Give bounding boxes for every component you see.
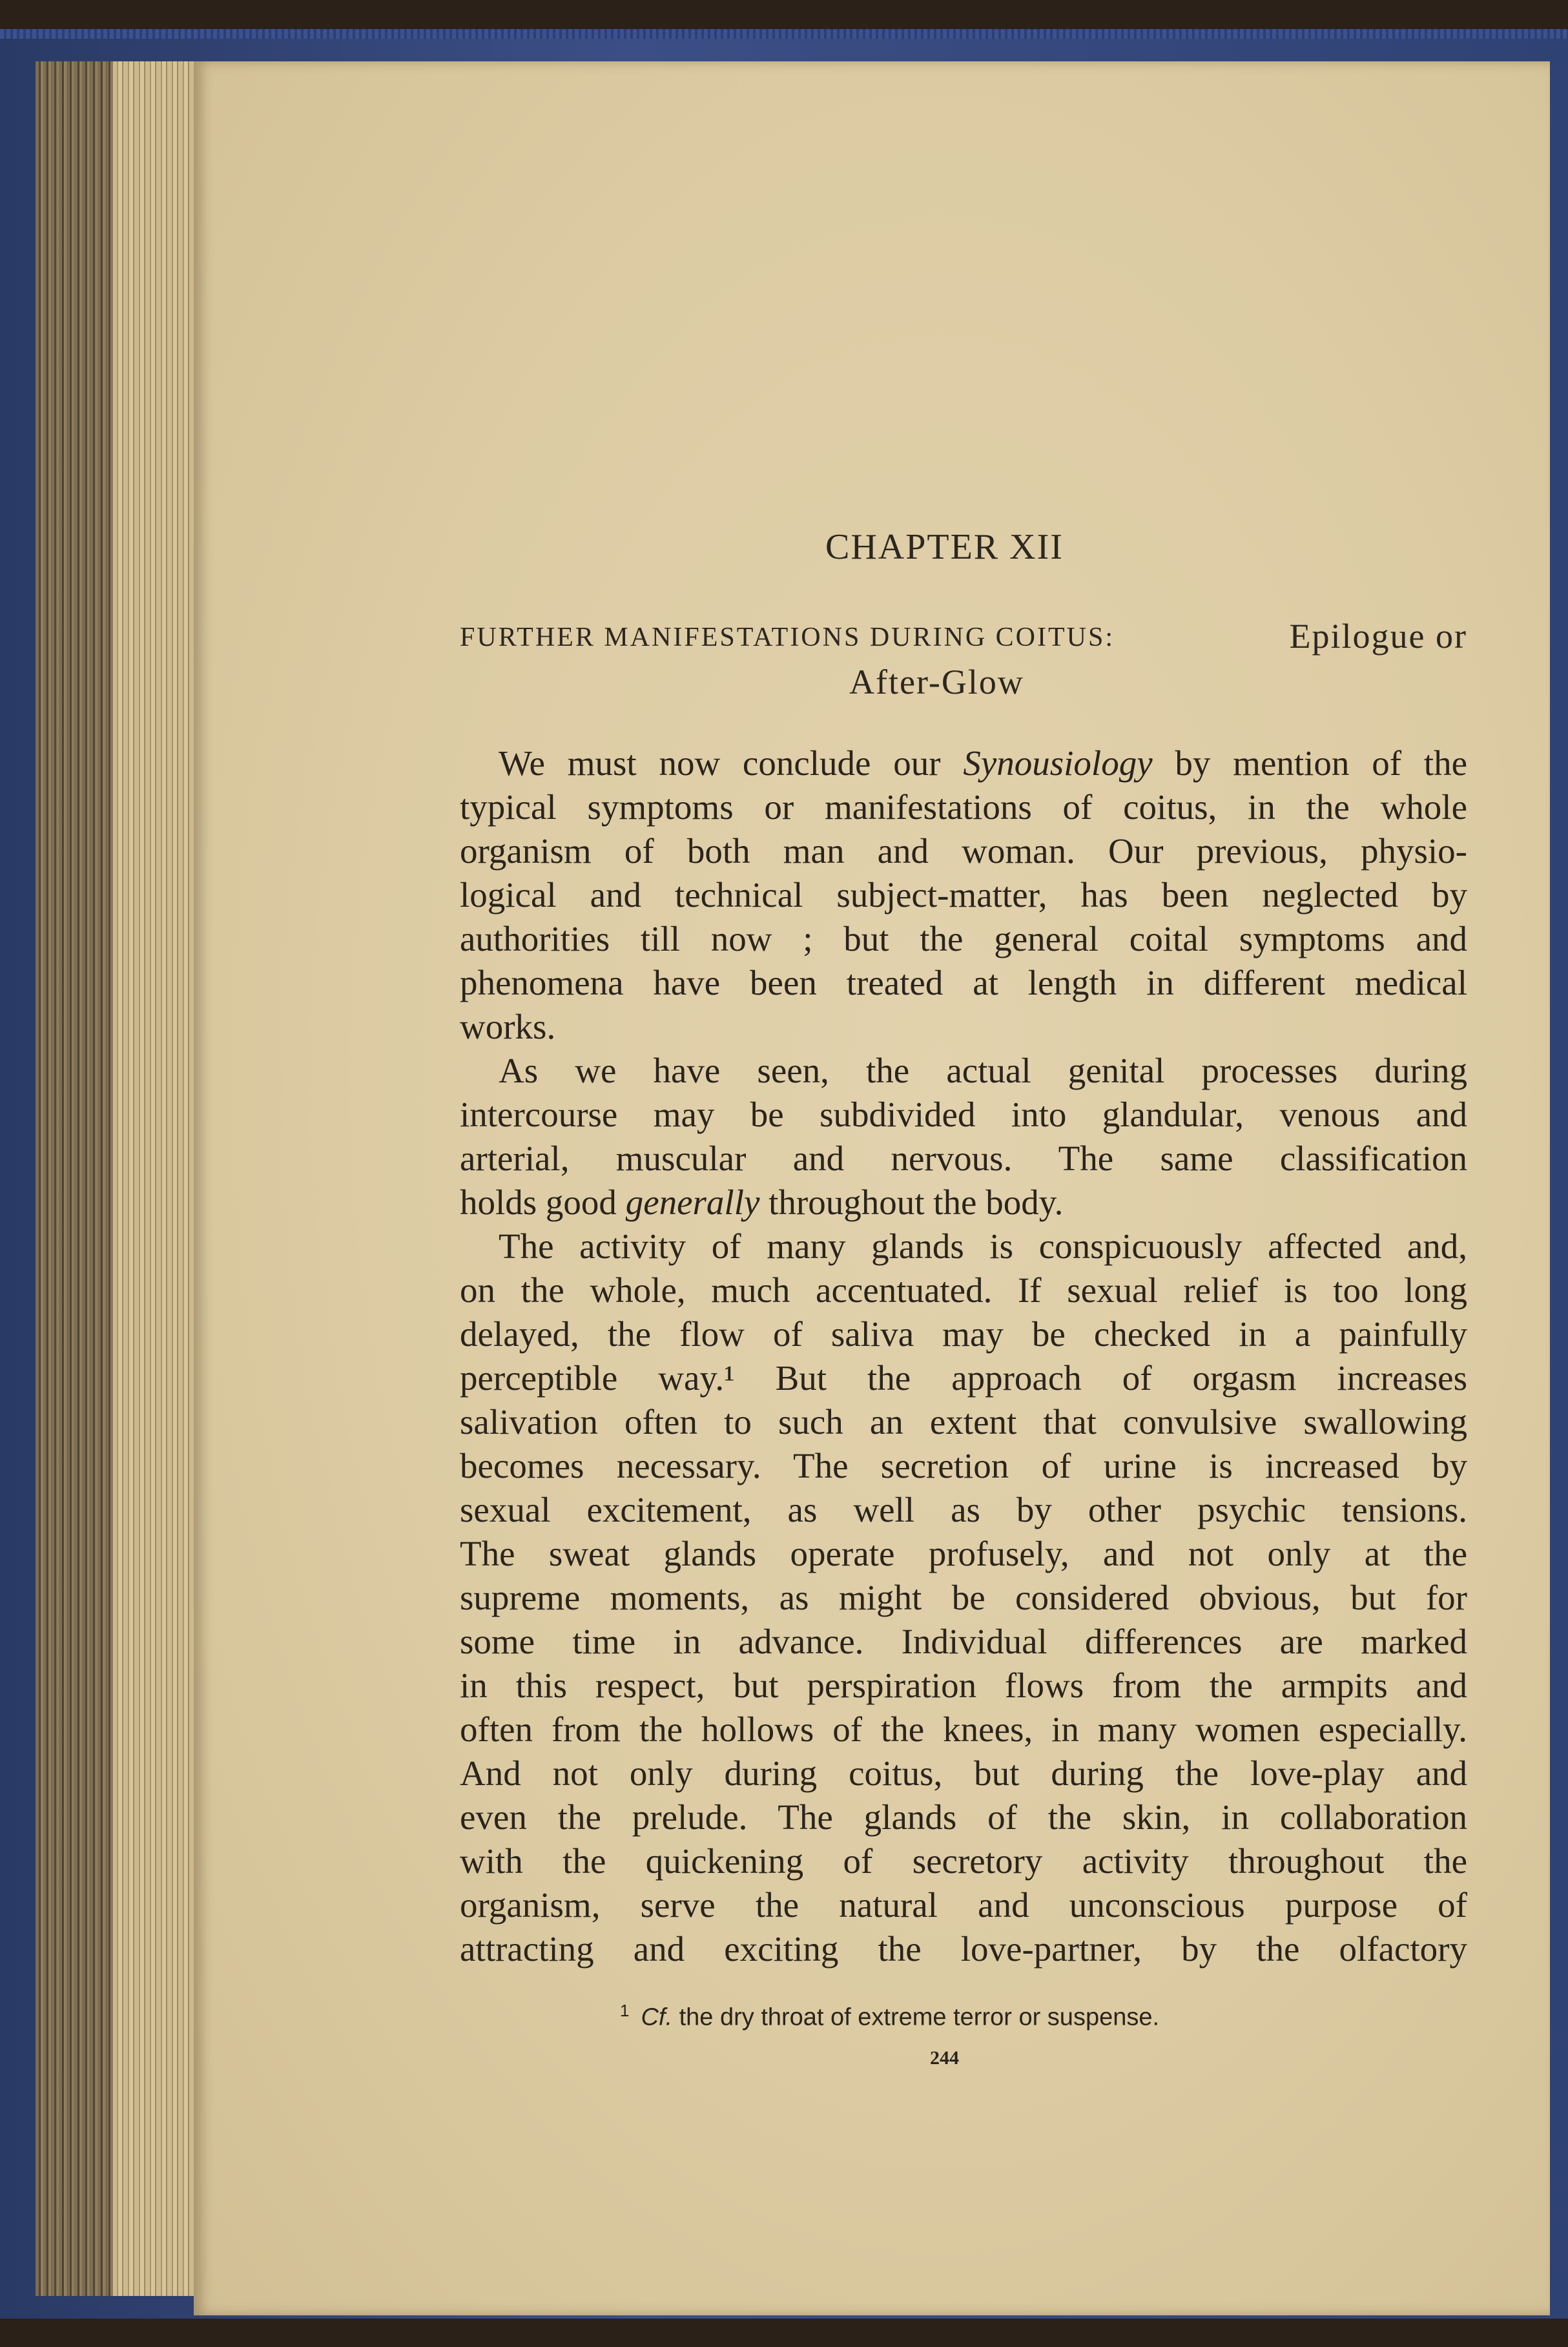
chapter-heading: CHAPTER XII: [825, 527, 1064, 567]
paragraph-1: [460, 741, 1467, 1049]
text-line: works.: [460, 1007, 556, 1046]
text-line: typical symptoms or manifestations of coitus, in the whole: [460, 787, 1467, 827]
footnote-text: Cf. the dry throat of extreme terror or suspense.: [641, 2003, 1160, 2031]
text-line: sexual excitement, as well as by other psychic tensions.: [460, 1490, 1467, 1529]
footnote: [620, 2001, 1159, 2032]
footnote-marker: 1: [620, 2001, 630, 2020]
text-line: on the whole, much accentuated. If sexual relief is too long: [460, 1270, 1467, 1310]
text-line: delayed, the flow of saliva may be checked in a painfully: [460, 1314, 1467, 1354]
text-line: even the prelude. The glands of the skin, in collaboration: [460, 1797, 1467, 1837]
subtitle-part-3: After-Glow: [849, 663, 1024, 701]
text-line: some time in advance. Individual differences are marked: [460, 1622, 1467, 1661]
text-line: salivation often to such an extent that convulsive swallowing: [460, 1402, 1467, 1442]
text-line: phenomena have been treated at length in different medical: [460, 963, 1467, 1002]
text-line: often from the hollows of the knees, in many women especially.: [460, 1710, 1467, 1749]
paragraph-3: [460, 1225, 1467, 1971]
text-line: with the quickening of secretory activity throughout the: [460, 1841, 1467, 1881]
text-line: holds good generally throughout the body.: [460, 1183, 1064, 1222]
text-line: organism, serve the natural and unconscious purpose of: [460, 1885, 1467, 1925]
text-line: attracting and exciting the love-partner, by the olfactory: [460, 1929, 1467, 1969]
chapter-subtitle: [460, 617, 1467, 656]
text-line: in this respect, but perspiration flows from the armpits and: [460, 1666, 1467, 1705]
text-line: supreme moments, as might be considered obvious, but for: [460, 1578, 1467, 1617]
text-line: intercourse may be subdivided into glandular, venous and: [460, 1095, 1467, 1134]
text-line: As we have seen, the actual genital processes during: [499, 1051, 1467, 1090]
subtitle-part-1: FURTHER MANIFESTATIONS DURING COITUS:: [460, 623, 1115, 652]
text-line: The sweat glands operate profusely, and not only at the: [460, 1534, 1467, 1573]
text-line: The activity of many glands is conspicuously affected and,: [499, 1226, 1467, 1266]
text-line: arterial, muscular and nervous. The same classification: [460, 1139, 1467, 1178]
page-edges-shadow: [36, 61, 113, 2296]
text-line: And not only during coitus, but during the love-play and: [460, 1753, 1467, 1793]
text-line: organism of both man and woman. Our previous, physio-: [460, 831, 1467, 871]
text-line: We must now conclude our Synousiology by mention of the: [499, 743, 1467, 783]
text-line: logical and technical subject-matter, has been neglected by: [460, 875, 1467, 915]
text-line: authorities till now ; but the general coital symptoms and: [460, 919, 1467, 958]
page-number: 244: [930, 2047, 959, 2069]
text-line: perceptible way.¹ But the approach of orgasm increases: [460, 1358, 1467, 1398]
subtitle-part-2: Epilogue or: [1289, 617, 1467, 656]
paragraph-2: [460, 1049, 1467, 1225]
text-line: becomes necessary. The secretion of urine is increased by: [460, 1446, 1467, 1485]
